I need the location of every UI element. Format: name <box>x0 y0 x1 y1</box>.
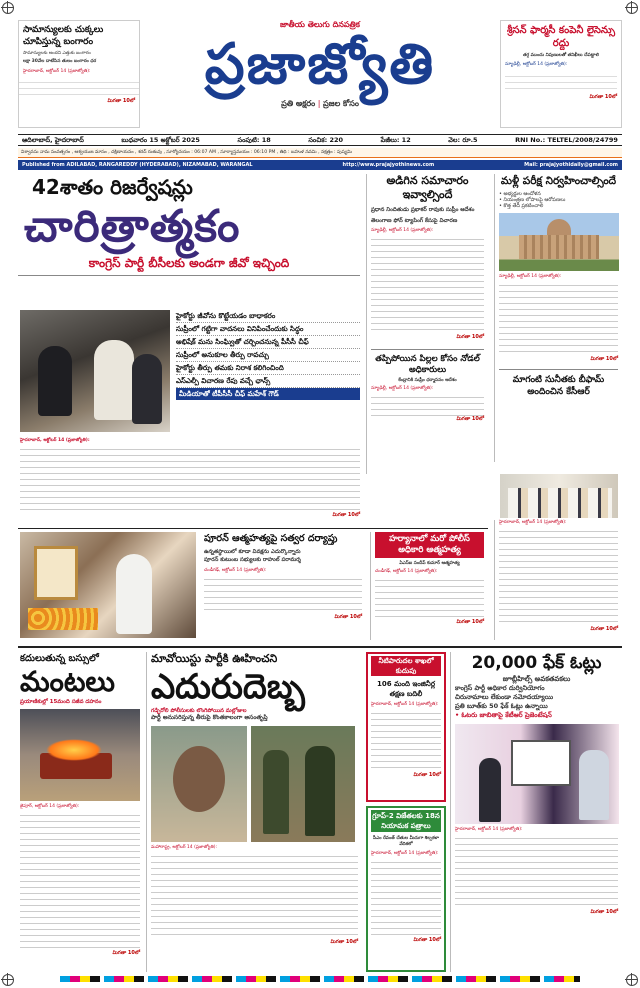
bus-fire-story <box>18 652 142 972</box>
registration-mark-top-left <box>2 2 14 14</box>
group2-dateline: హైదరాబాద్, అక్టోబర్ 14 (ప్రజాజ్యోతి): <box>371 851 439 856</box>
fake-votes-sub3: చిరునామాలు లేకుండా నమోదయ్యాయి <box>455 693 554 701</box>
photo-flowers <box>28 608 98 630</box>
lead-kicker: 42శాతం రిజర్వేషన్లు <box>32 175 193 199</box>
fake-votes-sub2: కాంగ్రెస్ పార్టీ అధికార దుర్వినియోగం <box>455 684 545 692</box>
dam-more: మిగతా 10లో <box>413 772 441 778</box>
cadre-figure-1 <box>263 750 289 834</box>
left-ear-dateline: హైదరాబాద్, అక్టోబర్ 14 (ప్రజాజ్యోతి): <box>23 69 91 74</box>
fake-votes-dateline: హైదరాబాద్, అక్టోబర్ 14 (ప్రజాజ్యోతి): <box>455 827 523 832</box>
lead-body-dateline: హైదరాబాద్, అక్టోబర్ 14 (ప్రజాజ్యోతి): <box>20 438 90 443</box>
slogan-right: ప్రజల కోసం <box>323 99 359 108</box>
publish-website-link[interactable]: http://www.prajajyothinews.com <box>342 162 435 168</box>
maoist-kicker: మావోయిస్టు పార్టీకి ఊహించని <box>151 652 278 665</box>
reexam-bullet: • నియంత్రణ లోపాలపై ఆరోపణలు <box>499 197 566 203</box>
maganti-body <box>494 520 622 640</box>
fake-votes-body <box>455 833 618 909</box>
puran-sub1: ఉన్నతస్థాయిలో కూడా వివక్షను ఎదుర్కొన్నారు <box>204 549 301 555</box>
fake-votes-headline: 20,000 ఫేక్ ఓట్లు <box>471 653 602 673</box>
right-ear-headline: శ్రీసన్ ఫార్మసీ కంపెనీ లైసెన్సు రద్దు <box>506 25 616 49</box>
photo-person-speaker <box>479 758 501 822</box>
maoist-body <box>151 851 358 939</box>
portrait-frame-icon <box>34 546 78 600</box>
dateline-rni: RNI No.: TELTEL/2008/24799 <box>515 136 618 144</box>
lead-bullet: సుప్రీంలో అనుకూల తీర్పు రావచ్చు <box>176 349 360 362</box>
lead-bullets <box>176 310 360 434</box>
dateline-price: వెల: రూ.5 <box>448 136 478 144</box>
registration-mark-top-right <box>626 2 638 14</box>
right-ear-subline: తగ్గ ముందు నిపుణులతో తనిఖీలు చేపట్టాలి <box>522 53 599 58</box>
supreme-sub1: ప్రధాన నిందితుడు ప్రభాకర్ రావుకు సుప్రీం ఆదేశం <box>371 207 475 213</box>
bus-fire-kicker: కదులుతున్న బస్సులో <box>20 653 99 664</box>
fake-votes-sub5: • ఓటరు జాబితాపై కేటీఆర్ ప్రెజెంటేషన్ <box>455 711 552 719</box>
missing-kids-body <box>371 392 484 416</box>
maoist-sub1: గడ్చిరోలి పోలీసులకు లొంగిపోయిన మల్లోజుల <box>151 708 247 714</box>
left-ear-body <box>19 77 139 97</box>
lead-headline: చారిత్రాత్మకం <box>24 201 241 252</box>
panchangam-text: విశ్వావసు నామ సంవత్సరం , ఆశ్వయుజ మాసం , దక్షిణాయనం , శరద్ రుతువు , సూర్యోదయం : 06:07 AM , సూర్యాస్తమయం : 06:10 PM , తిథి : బహుళ నవమి , నక్షత్రం : పుష్యమి <box>21 150 353 155</box>
lead-bullet-highlight: మీడియాతో టీపీసీసీ చీఫ్ మహేశ్ గౌడ్ <box>176 388 360 400</box>
puran-sub2: పూరన్ కుటుంబ సభ్యులకు రాహుల్ పరామర్శ <box>204 557 301 563</box>
missing-kids-headline: తప్పిపోయిన పిల్లల కోసం నోడల్ అధికారులు <box>371 349 484 376</box>
missing-kids-more: మిగతా 10లో <box>456 416 484 422</box>
slogan-left: ప్రతి అక్షరం <box>281 99 316 108</box>
masthead <box>18 14 622 132</box>
photo-group <box>508 488 612 518</box>
dateline-date: బుధవారం 15 అక్టోబర్ 2025 <box>121 136 200 144</box>
photo-person-1 <box>38 346 72 416</box>
reexam-bullet: • కొత్త తేదీ ప్రకటించాలి <box>499 203 544 209</box>
panchangam-bar <box>18 148 622 158</box>
portrait-face <box>173 746 225 812</box>
left-ear-subline2: లక్షా 30వేల దాటేసిన తులం బంగారం ధర <box>23 59 97 64</box>
publish-bar <box>18 160 622 170</box>
left-ear-more: మిగతా 10లో <box>107 98 135 104</box>
supreme-more: మిగతా 10లో <box>456 334 484 340</box>
bus-fire-body <box>20 810 140 950</box>
maganti-more: మిగతా 10లో <box>590 626 618 632</box>
publish-editions: Published from ADILABAD, RANGAREDDY (HYDERABAD), NIZAMABAD, WARANGAL <box>22 162 253 168</box>
fake-votes-sub1: జూబ్లీహిల్స్ అవకతవకలు <box>502 675 571 683</box>
maoist-dateline: మహారాష్ట్ర, అక్టోబర్ 14 (ప్రజాజ్యోతి): <box>151 845 217 850</box>
divider <box>18 528 488 529</box>
lead-photo <box>20 310 170 432</box>
haryana-headline: హర్యానాలో మరో పోలీస్ అధికారి ఆత్మహత్య <box>375 532 484 558</box>
supreme-sub2: తెలంగాణ ఫోన్ ట్యాపింగ్ కేసుపై విచారణ <box>371 218 458 224</box>
left-ear-headline: సామాన్యులకు చుక్కలు చూపిస్తున్న బంగారం <box>23 25 104 47</box>
left-ear <box>18 20 140 128</box>
maganti-headline: మాగంటి సునీతకు బీఫామ్ అందించిన కేసీఆర్ <box>499 369 618 398</box>
group2-body-lead: సీఎం రేవంత్ చేతుల మీదుగా శిల్పకళా వేదికలో <box>372 836 440 847</box>
bus-fire-sub: ప్రయాణికుల్లో 15మంది సజీవ దహనం <box>20 699 102 705</box>
masthead-slogan <box>148 99 492 110</box>
puran-dateline: చండీగఢ్, అక్టోబర్ 14 (ప్రజాజ్యోతి): <box>204 568 267 573</box>
bus-fire-more: మిగతా 10లో <box>112 950 140 956</box>
maganti-dateline: హైదరాబాద్, అక్టోబర్ 14 (ప్రజాజ్యోతి): <box>499 520 567 525</box>
photo-person-3 <box>132 354 162 424</box>
dam-headline: నీటిపారుదల శాఖలో కుదుపు <box>371 656 441 676</box>
haryana-more: మిగతా 10లో <box>456 619 484 625</box>
lead-deck: కాంగ్రెస్ పార్టీ బీసీలకు అండగా జీవో ఇచ్చింది <box>18 254 360 276</box>
ktr-presentation-photo <box>455 724 619 824</box>
slogan-divider-icon: | <box>317 99 324 108</box>
supreme-story <box>366 174 488 474</box>
puran-more: మిగతా 10లో <box>334 614 362 620</box>
maoist-cadre-photo <box>251 726 355 842</box>
supreme-headline: అడిగిన సమాచారం ఇవ్వాల్సిందే <box>386 174 469 201</box>
reexam-story <box>494 174 622 462</box>
fake-votes-more: మిగతా 10లో <box>590 909 618 915</box>
presentation-screen <box>511 740 571 786</box>
group2-headline: గ్రూప్-2 విజేతలకు 18న నియామక పత్రాలు <box>372 812 440 830</box>
group2-more: మిగతా 10లో <box>413 937 441 943</box>
left-ear-subline1: సామాన్యులకు అందని ఎత్తుకు బంగారం <box>23 51 91 56</box>
right-ear-more: మిగతా 10లో <box>589 94 617 100</box>
lead-bullet: హైకోర్టు తీర్పు తమకు నిరాశ కలిగించింది <box>176 362 360 375</box>
masthead-logo <box>148 14 492 130</box>
puran-photo <box>20 532 196 638</box>
right-ear <box>500 20 622 128</box>
court-facade-icon <box>519 235 599 259</box>
lead-bullet: ఎస్ఎల్పీ విచారణ రేపు వచ్చే ఛాన్స్ <box>176 375 360 388</box>
missing-kids-dateline: న్యూఢిల్లీ, అక్టోబర్ 14 (ప్రజాజ్యోతి): <box>371 386 434 391</box>
divider <box>18 646 622 648</box>
reexam-bullet: • అభ్యర్థుల ఆందోళన <box>499 191 541 197</box>
dateline-pages: పేజీలు: 12 <box>380 136 411 144</box>
supreme-dateline: న్యూఢిల్లీ, అక్టోబర్ 14 (ప్రజాజ్యోతి): <box>371 228 434 233</box>
court-dome-icon <box>547 219 571 235</box>
maganti-photo <box>500 474 618 518</box>
group2-body <box>371 857 441 937</box>
maganti-text <box>499 526 618 626</box>
dam-story <box>366 652 446 802</box>
dateline-place: ఆదిలాబాద్, హైదరాబాద్ <box>22 136 84 144</box>
maoist-portrait-photo <box>151 726 247 842</box>
photo-person-2 <box>94 340 134 420</box>
reexam-dateline: న్యూఢిల్లీ, అక్టోబర్ 14 (ప్రజాజ్యోతి): <box>499 274 562 279</box>
dam-sub: 106 మంది ఇంజినీర్ల తక్షణ బదిలీ <box>377 680 435 698</box>
group2-story <box>366 806 446 972</box>
right-ear-dateline: న్యూఢిల్లీ, అక్టోబర్ 14 (ప్రజాజ్యోతి): <box>505 62 568 67</box>
bus-fire-photo <box>20 709 140 801</box>
reexam-more: మిగతా 10లో <box>590 356 618 362</box>
maoist-sub2: పార్టీ అనుసరిస్తున్న తీరుపై కొంతకాలంగా అసంతృప్తి <box>151 714 268 721</box>
dateline-volume: సంపుటి: 18 <box>237 136 271 144</box>
missing-kids-sub: కేంద్రానికి సుప్రీం ధర్మాసనం ఆదేశం <box>398 378 457 383</box>
fake-votes-sub4: ప్రతి బూత్‌కు 50 ఫేక్ ఓట్లు ఉన్నాయి <box>455 702 548 710</box>
supreme-court-photo <box>499 213 619 271</box>
supreme-body <box>371 234 484 334</box>
bus-fire-dateline: జైపూర్, అక్టోబర్ 14 (ప్రజాజ్యోతి): <box>20 804 80 809</box>
lead-bullet: సుప్రీంలో గట్టిగా వాదనలు వినిపించేందుకు సిద్ధం <box>176 323 360 336</box>
lead-bullet: అభిషేక్ మను సింఘ్వితో చర్చించనున్న పీసీసీ చీఫ్ <box>176 336 360 349</box>
right-ear-body <box>505 71 617 93</box>
haryana-body <box>375 575 484 619</box>
registration-mark-bottom-left <box>2 974 14 986</box>
publish-mail-link[interactable]: Mail: prajajyothidaily@gmail.com <box>524 162 618 168</box>
puran-body <box>204 574 362 614</box>
lead-bullet: హైకోర్టు జీవోను కొట్టేయడం బాధాకరం <box>176 310 360 323</box>
fire-icon <box>46 739 102 761</box>
puran-story <box>200 532 366 640</box>
reexam-body <box>499 280 618 356</box>
lead-body <box>20 438 360 522</box>
photo-person-inset <box>579 750 609 820</box>
dam-body <box>371 708 441 772</box>
photo-person-rahul <box>116 554 152 634</box>
lead-story <box>18 174 360 524</box>
maoist-more: మిగతా 10లో <box>330 939 358 945</box>
masthead-tagline: జాతీయ తెలుగు దినపత్రిక <box>280 20 360 29</box>
maoist-headline: ఎదురుదెబ్బ <box>151 667 305 707</box>
maoist-story <box>146 652 362 972</box>
haryana-sub: ఏఎస్ఐ సందీప్ కుమార్ ఆత్మహత్య <box>399 561 460 566</box>
dateline-issue: సంచిక: 220 <box>308 136 344 144</box>
dam-dateline: హైదరాబాద్, అక్టోబర్ 14 (ప్రజాజ్యోతి): <box>371 702 439 707</box>
masthead-title: ప్రజాజ్యోతి <box>204 32 436 97</box>
puran-headline: పూరన్ ఆత్మహత్యపై సత్వర దర్యాప్తు <box>204 533 338 544</box>
lead-more: మిగతా 10లో <box>332 512 360 518</box>
registration-mark-bottom-right <box>626 974 638 986</box>
fake-votes-story <box>450 652 622 972</box>
haryana-story <box>370 532 488 640</box>
print-color-bar <box>60 976 580 982</box>
dateline-bar <box>18 134 622 146</box>
reexam-headline: మళ్లీ పరీక్ష నిర్వహించాల్సిందే <box>500 175 617 187</box>
haryana-dateline: చండీగఢ్, అక్టోబర్ 14 (ప్రజాజ్యోతి): <box>375 569 438 574</box>
lead-body-text <box>20 444 360 512</box>
cadre-figure-2 <box>305 746 335 836</box>
bus-fire-headline: మంటలు <box>20 665 115 698</box>
